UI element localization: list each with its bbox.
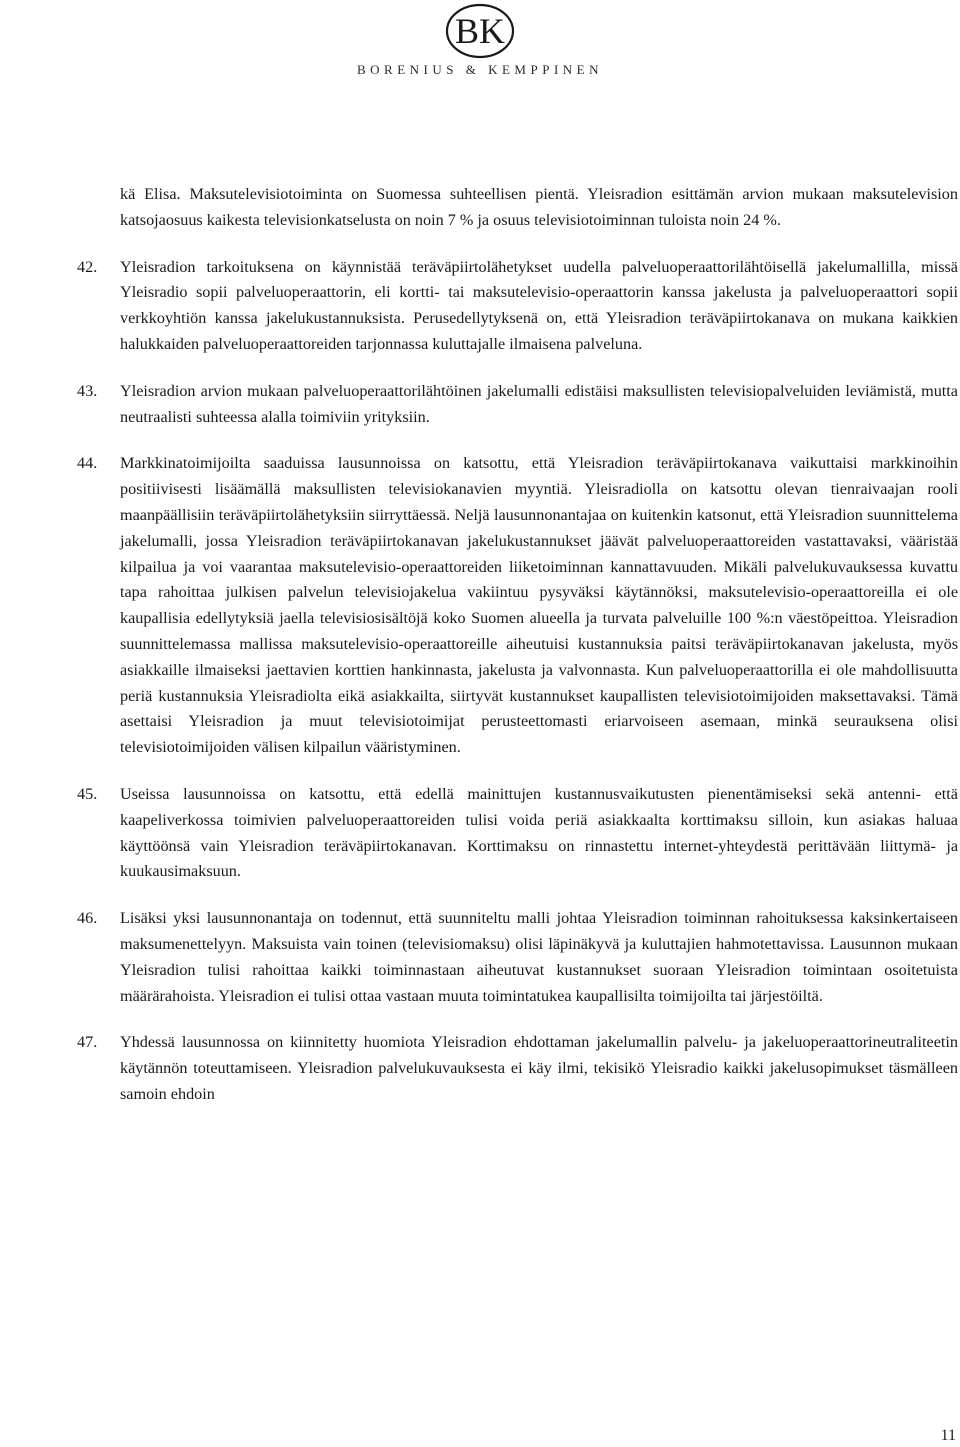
- paragraph-text: kä Elisa. Maksutelevisiotoiminta on Suomessa suhteellisen pientä. Yleisradion esittämän arvion mukaan maksutelevision katsojaosuus kaikesta televisionkatselusta on noin 7 % ja osuus televisiotoiminnan tuloista noin 24 %.: [120, 185, 958, 229]
- paragraph-47: [77, 1030, 958, 1107]
- paragraph-number: 46.: [77, 909, 98, 928]
- firm-name: BORENIUS & KEMPPINEN: [356, 62, 603, 77]
- document-id: [0, 1110, 6, 1177]
- paragraph-continued: [120, 182, 958, 234]
- paragraph-46: [77, 906, 958, 1009]
- paragraph-45: [77, 782, 958, 885]
- paragraph-text: Markkinatoimijoilta saaduissa lausunnoissa on katsottu, että Yleisradion teräväpiirtokanava vaikuttaisi markkinoihin positiivisesti lisäämällä maksullisten televisiokanavien myyntiä. Yleisradiolla on katsottu olevan tienraivaajan rooli maanpäällisiin teräväpiirtolähetyksiin siirryttäessä. Neljä lausunnonantajaa on kuitenkin katsonut, että Yleisradion suunnittelema jakelumalli, jossa Yleisradion teräväpiirtokanavan jakelukustannukset jäävät palveluoperaattoreiden vastattavaksi, vääristää kilpailua ja voi vaarantaa maksutelevisio-operaattoreiden liiketoiminnan kannattavuuden. Mikäli palvelukuvauksessa kuvattu tapa rahoittaa julkisen palvelun televisiojakelua vakiintuu pysyväksi käytännöksi, maksutelevisio-operaattoreilla ei ole kaupallisia edellytyksiä jaella televisiosisältöjä koko Suomen alueella ja turvata palveluille 100 %:n väestöpeittoa. Yleisradion suunnittelemassa mallissa maksutelevisio-operaattoreille aiheutuisi kustannuksia paitsi teräväpiirtokanavan jakelusta, myös asiakkaille ilmaiseksi jaettavien korttien hankinnasta, jakelusta ja valvonnasta. Kun palveluoperaattorilla ei ole mahdollisuutta periä kustannuksia Yleisradiolta eikä asiakkailta, siirtyvät kustannukset kaupallisten televisiotoimijoiden maksettavaksi. Tämä asettaisi Yleisradion ja muut televisiotoimijat perusteettomasti eriarvoiseen asemaan, minkä seurauksena olisi televisiotoimijoiden välisen kilpailun vääristyminen.: [120, 454, 958, 757]
- paragraph-number: 45.: [77, 784, 98, 803]
- paragraph-text: Yhdessä lausunnossa on kiinnitetty huomiota Yleisradion ehdottaman jakelumallin palvelu- ja jakeluoperaattorineutraliteetin käytännön toteuttamiseen. Yleisradion palvelukuvauksesta ei käy ilmi, tekisikö Yleisradio kaikki jakelusopimukset täsmälleen samoin ehdoin: [120, 1033, 958, 1103]
- paragraph-42: [77, 255, 958, 358]
- paragraph-text: Lisäksi yksi lausunnonantaja on todennut, että suunniteltu malli johtaa Yleisradion toiminnan rahoituksessa kaksinkertaiseen maksumenettelyyn. Maksuista vain toinen (televisiomaksu) olisi läpinäkyvä ja kuluttajien hahmotettavissa. Lausunnon mukaan Yleisradion tulisi rahoittaa kaikki toiminnastaan aiheutuvat kustannukset suoraan Yleisradion toimintaan osoitetuista määrärahoista. Yleisradion ei tulisi ottaa vastaan muuta toimintatukea kaupallisilta toimijoilta tai järjestöiltä.: [120, 909, 958, 1005]
- paragraph-number: 43.: [77, 381, 98, 400]
- paragraph-text: Useissa lausunnoissa on katsottu, että edellä mainittujen kustannusvaikutusten pienentämiseksi sekä antenni- että kaapeliverkossa toimivien palveluoperaattoreiden tulisi voida periä asiakkaalta korttimaksu silloin, kun asiakas haluaa käyttöönsä vain Yleisradion teräväpiirtokanavan. Korttimaksu on rinnastettu internet-yhteydestä perittävään liittymä- ja kuukausimaksuun.: [120, 784, 958, 881]
- paragraph-44: [77, 451, 958, 761]
- page-number: 11: [940, 1427, 956, 1444]
- paragraph-number: 47.: [77, 1033, 98, 1052]
- firm-logo: [330, 0, 630, 90]
- paragraph-text: Yleisradion arvion mukaan palveluoperaattorilähtöinen jakelumalli edistäisi maksullisten televisiopalveluiden leviämistä, mutta neutraalisti suhteessa alalla toimiviin yrityksiin.: [120, 381, 958, 426]
- paragraph-number: 44.: [77, 454, 98, 473]
- document-body: [77, 182, 958, 1108]
- paragraph-43: [77, 379, 958, 431]
- paragraph-text: Yleisradion tarkoituksena on käynnistää teräväpiirtolähetykset uudella palveluoperaattorilähtöisellä jakelumallilla, missä Yleisradio sopii palveluoperaattorin, eli kortti- tai maksutelevisio-operaattorin kanssa jakelusta ja palveluoperaattori sopii verkkoyhtiön kanssa jakelukustannuksista. Perusedellytyksenä on, että Yleisradion teräväpiirtokanava on mukana kaikkien halukkaiden palveluoperaattoreiden tarjonnassa kuluttajalle ilmaisena palveluna.: [120, 257, 958, 353]
- bk-monogram-icon: [444, 2, 516, 60]
- paragraph-number: 42.: [77, 257, 98, 276]
- logo-monogram: BK: [454, 11, 506, 51]
